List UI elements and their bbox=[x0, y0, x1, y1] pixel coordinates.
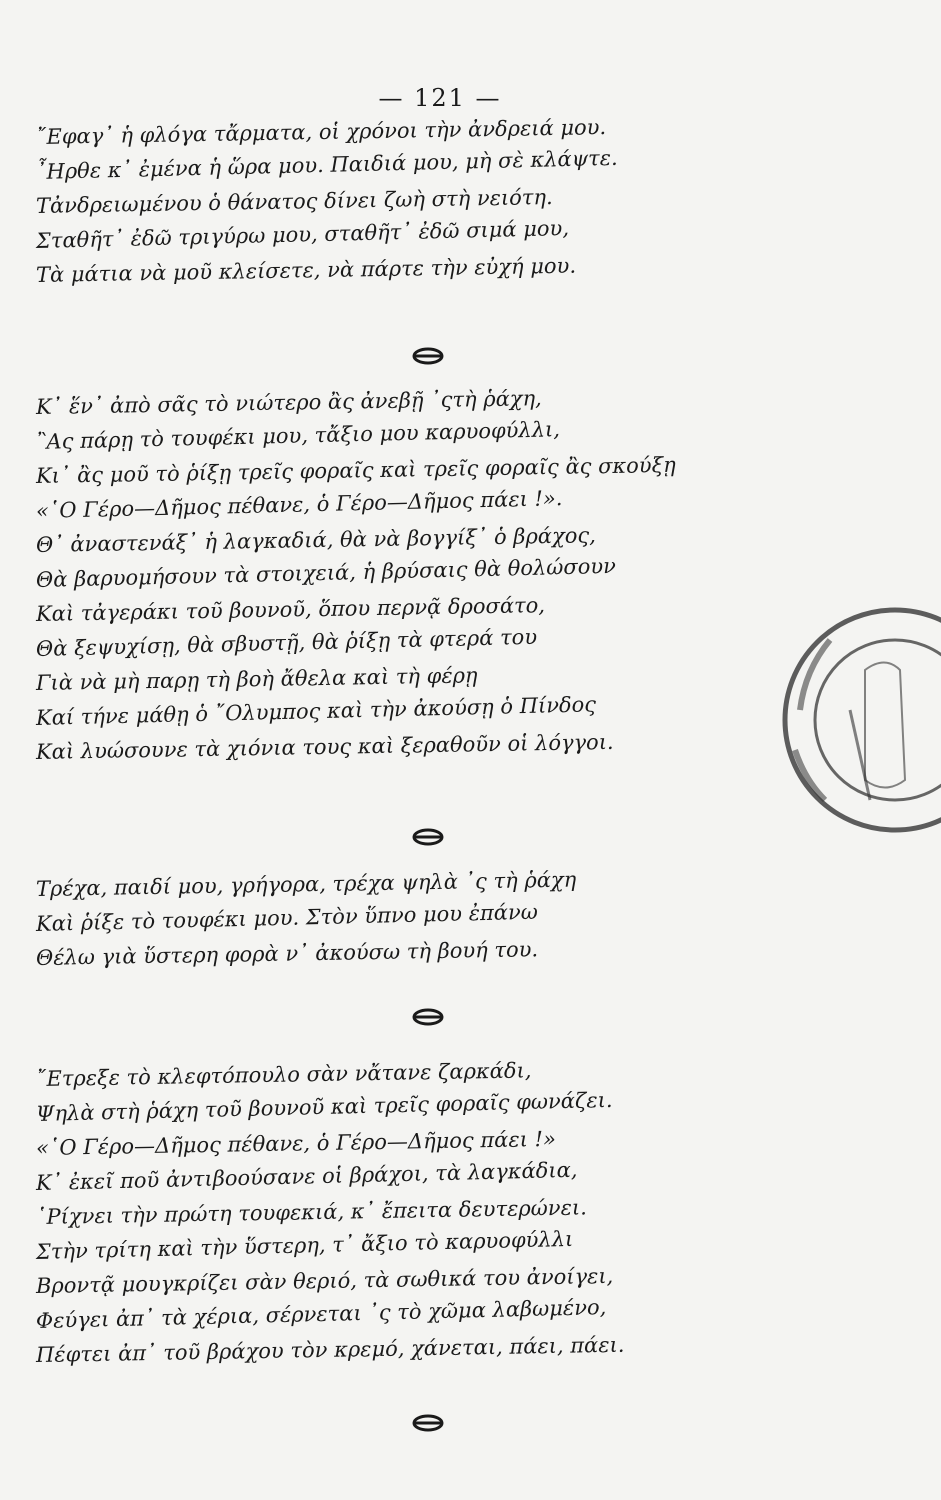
poem-line: Θέλω γιὰ ὕστερη φορὰ ν᾿ ἀκούσω τὴ βουή του. bbox=[35, 937, 539, 970]
poem-line: Κ᾿ ἕν᾿ ἀπὸ σᾶς τὸ νιώτερο ἂς ἀνεβῇ ᾿ςτὴ ῥάχη, bbox=[35, 386, 542, 419]
poem-line: Καὶ τἀγεράκι τοῦ βουνοῦ, ὅπου περνᾷ δροσάτο, bbox=[35, 593, 546, 626]
poem-line: Καὶ ῥίξε τὸ τουφέκι μου. Στὸν ὕπνο μου ἐπάνω bbox=[35, 899, 539, 936]
poem-line: Ψηλὰ στὴ ῥάχη τοῦ βουνοῦ καὶ τρεῖς φοραῖς φωνάζει. bbox=[35, 1087, 613, 1126]
poem-line: Καὶ λυώσουνε τὰ χιόνια τους καὶ ξεραθοῦν οἱ λόγγοι. bbox=[35, 729, 614, 764]
poem-line: Καί τήνε μάθῃ ὁ ῎Ολυμπος καὶ τὴν ἀκούσῃ ὁ Πίνδος bbox=[35, 691, 597, 730]
poem-line: Τὰ μάτια νὰ μοῦ κλείσετε, νὰ πάρτε τὴν εὐχή μου. bbox=[35, 253, 577, 287]
ornament-divider-icon bbox=[398, 345, 458, 367]
poem-line: Φεύγει ἀπ᾿ τὰ χέρια, σέρνεται ᾿ς τὸ χῶμα λαβωμένο, bbox=[35, 1294, 607, 1333]
poem-line: Τἀνδρειωμένου ὁ θάνατος δίνει ζωὴ στὴ νειότη. bbox=[35, 184, 553, 218]
poem-line: «῾Ο Γέρο—Δῆμος πέθανε, ὁ Γέρο—Δῆμος πάει !». bbox=[35, 485, 563, 523]
poem-line: «῾Ο Γέρο—Δῆμος πέθανε, ὁ Γέρο—Δῆμος πάει !» bbox=[35, 1126, 557, 1160]
poem-line: ῍Ας πάρῃ τὸ τουφέκι μου, τἄξιο μου καρυοφύλλι, bbox=[35, 416, 561, 454]
ornament-divider-icon bbox=[398, 826, 458, 848]
ornament-divider-icon bbox=[398, 1412, 458, 1434]
poem-line: Στὴν τρίτη καὶ τὴν ὕστερη, τ᾿ ἄξιο τὸ καρυοφύλλι bbox=[35, 1226, 574, 1264]
poem-line: Θὰ ξεψυχίσῃ, θὰ σβυστῇ, θὰ ῥίξῃ τὰ φτερά του bbox=[35, 624, 538, 661]
poem-line: Βροντᾷ μουγκρίζει σὰν θεριό, τὰ σωθικά του ἀνοίγει, bbox=[35, 1263, 614, 1298]
poem-line: Θ᾿ ἀναστενάξ᾿ ἡ λαγκαδιά, θὰ νὰ βογγίξ᾿ ὁ βράχος, bbox=[35, 523, 596, 557]
poem-line: ῏Ηρθε κ᾿ ἐμένα ἡ ὥρα μου. Παιδιά μου, μὴ σὲ κλάψτε. bbox=[35, 145, 618, 184]
ornament-divider-icon bbox=[398, 1006, 458, 1028]
poem-line: Σταθῆτ᾿ ἐδῶ τριγύρω μου, σταθῆτ᾿ ἐδῶ σιμά μου, bbox=[35, 215, 570, 253]
poem-line: Θὰ βαρυομήσουν τὰ στοιχειά, ἡ βρύσαις θὰ θολώσουν bbox=[35, 553, 617, 592]
poem-line: ῎Ετρεξε τὸ κλεφτόπουλο σὰν νἄτανε ζαρκάδι, bbox=[35, 1058, 532, 1091]
stanza-4 bbox=[35, 1058, 856, 1373]
poem-line: Γιὰ νὰ μὴ παρῃ τὴ βοὴ ἄθελα καὶ τὴ φέρῃ bbox=[35, 663, 478, 695]
stanza-1 bbox=[35, 115, 856, 293]
poem-line: Κ᾿ ἐκεῖ ποῦ ἀντιβοούσανε οἱ βράχοι, τὰ λαγκάδια, bbox=[35, 1157, 578, 1195]
poem-line: ῎Εφαγ᾿ ἡ φλόγα τἄρματα, οἱ χρόνοι τὴν ἀνδρειά μου. bbox=[35, 115, 607, 149]
poem-line: Τρέχα, παιδί μου, γρήγορα, τρέχα ψηλὰ ᾿ς τὴ ῥάχη bbox=[35, 867, 577, 901]
poem-line: Κι᾿ ἂς μοῦ τὸ ῥίξῃ τρεῖς φοραῖς καὶ τρεῖς φοραῖς ἂς σκούξῃ bbox=[35, 452, 676, 488]
page-number: — 121 — bbox=[378, 84, 502, 112]
library-stamp-icon bbox=[770, 600, 941, 840]
poem-line: ῾Ρίχνει τὴν πρώτη τουφεκιά, κ᾿ ἔπειτα δευτερώνει. bbox=[35, 1195, 587, 1229]
poem-line: Πέφτει ἀπ᾿ τοῦ βράχου τὸν κρεμό, χάνεται, πάει, πάει. bbox=[35, 1332, 625, 1367]
stanza-3 bbox=[35, 867, 856, 976]
stanza-2 bbox=[35, 386, 856, 770]
